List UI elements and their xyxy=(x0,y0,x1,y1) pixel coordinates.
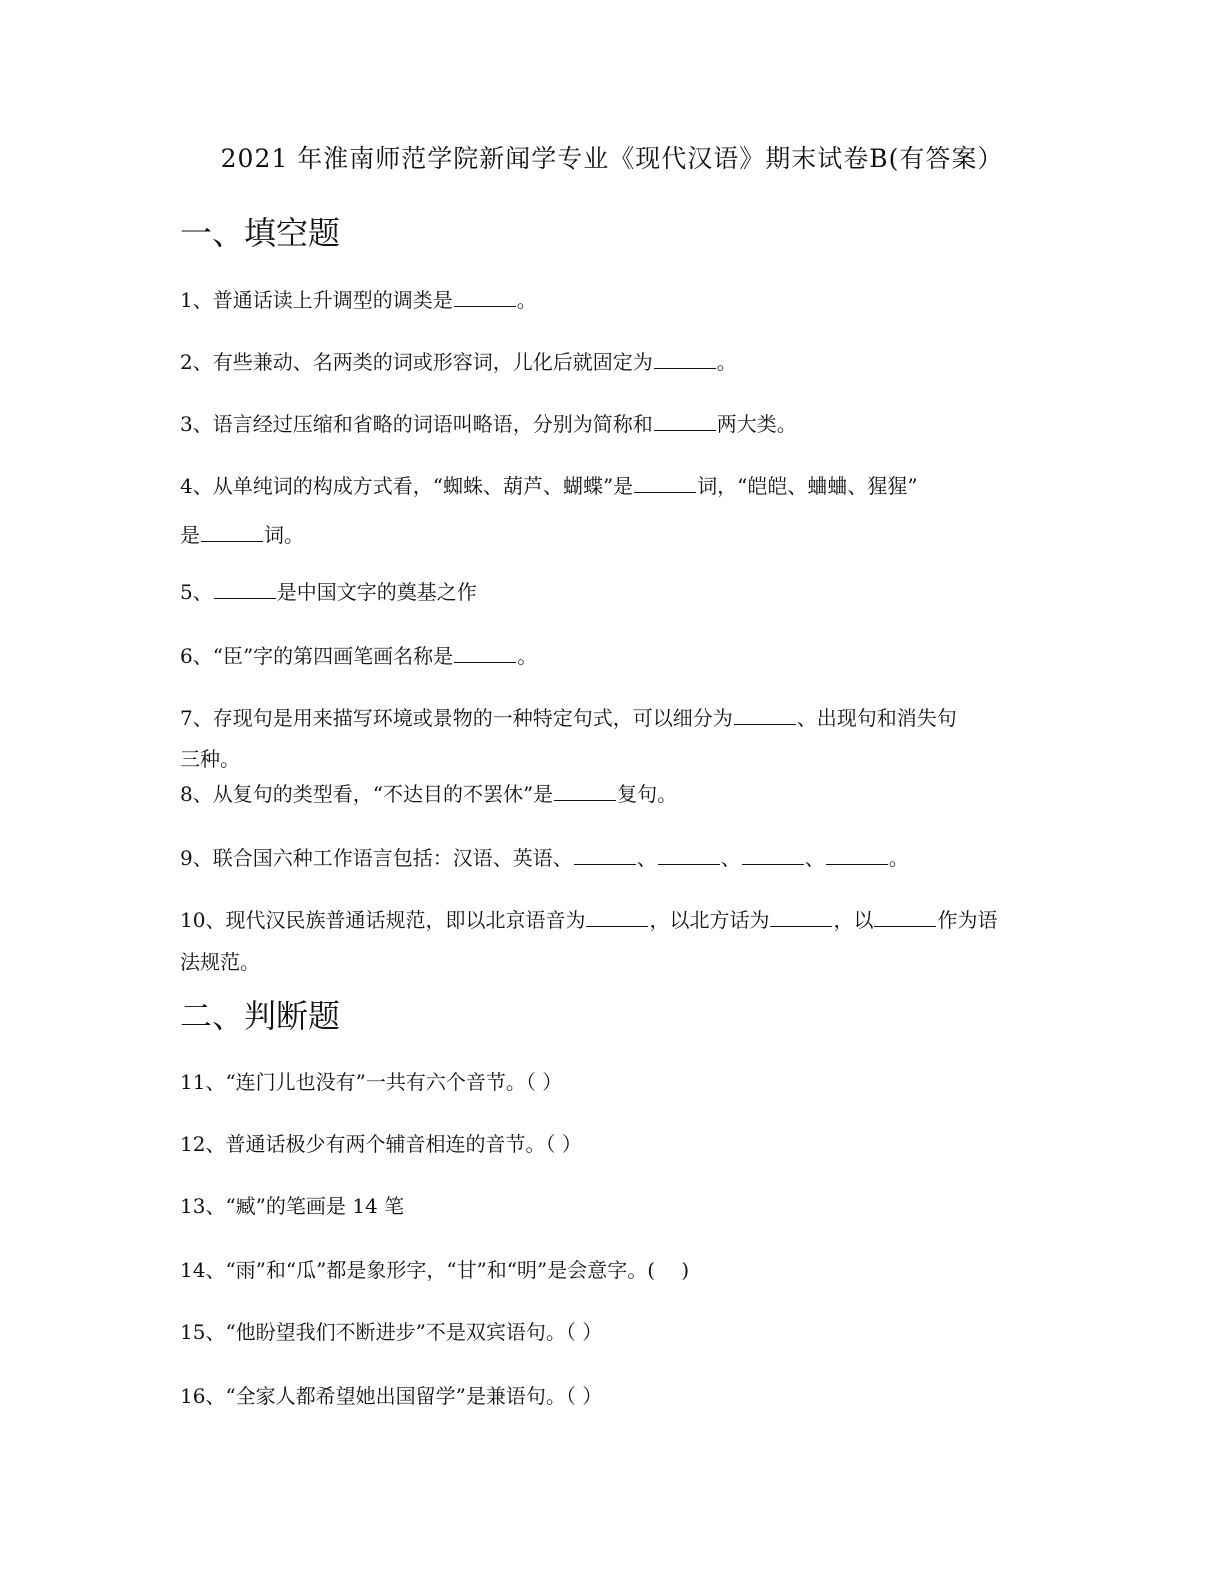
question-3 xyxy=(180,408,1050,440)
question-11: 11、“连门儿也没有”一共有六个音节。（ ） xyxy=(180,1070,563,1094)
question-text: 作为语 xyxy=(937,908,998,932)
question-4-continued xyxy=(180,519,1050,551)
question-4 xyxy=(180,470,1050,502)
question-text: 是中国文字的奠基之作 xyxy=(276,580,477,604)
question-text: 9、联合国六种工作语言包括：汉语、英语、 xyxy=(180,846,573,870)
question-8 xyxy=(180,778,1050,810)
answer-blank xyxy=(454,286,516,307)
question-text: 法规范。 xyxy=(180,950,260,974)
question-10 xyxy=(180,904,1050,936)
answer-blank xyxy=(742,844,804,865)
question-text: 5、 xyxy=(180,580,213,604)
question-text: 2、有些兼动、名两类的词或形容词，儿化后就固定为 xyxy=(180,350,653,374)
question-text: 1、普通话读上升调型的调类是 xyxy=(180,288,453,312)
question-12: 12、普通话极少有两个辅音相连的音节。（ ） xyxy=(180,1132,582,1156)
question-7-continued xyxy=(180,743,1050,775)
answer-blank xyxy=(214,578,276,599)
question-text: 复句。 xyxy=(617,782,678,806)
answer-blank xyxy=(770,906,832,927)
question-14: 14、“雨”和“瓜”都是象形字，“甘”和“明”是会意字。( ) xyxy=(180,1258,690,1282)
section-heading-true-false: 二、判断题 xyxy=(180,997,341,1035)
separator: 、 xyxy=(804,846,825,870)
question-text: 、出现句和消失句 xyxy=(796,706,957,730)
answer-blank xyxy=(586,906,648,927)
question-text: 两大类。 xyxy=(716,412,797,436)
question-text: 。 xyxy=(516,288,537,312)
answer-blank xyxy=(574,844,636,865)
answer-blank xyxy=(826,844,888,865)
question-text: ，以 xyxy=(833,908,874,932)
separator: 、 xyxy=(720,846,741,870)
answer-blank xyxy=(874,906,936,927)
question-text: 3、语言经过压缩和省略的词语叫略语，分别为简称和 xyxy=(180,412,653,436)
question-text: 是 xyxy=(180,523,200,547)
question-16: 16、“全家人都希望她出国留学”是兼语句。（ ） xyxy=(180,1384,603,1408)
question-text: 4、从单纯词的构成方式看，“蜘蛛、葫芦、蝴蝶”是 xyxy=(180,474,634,498)
question-text: 词，“皑皑、蛐蛐、猩猩” xyxy=(697,474,918,498)
answer-blank xyxy=(654,410,716,431)
answer-blank xyxy=(554,780,616,801)
question-text: 。 xyxy=(888,846,909,870)
question-text: 7、存现句是用来描写环境或景物的一种特定句式，可以细分为 xyxy=(180,706,733,730)
question-10-continued xyxy=(180,946,1050,978)
question-9 xyxy=(180,842,1050,874)
question-text: ，以北方话为 xyxy=(649,908,770,932)
question-15: 15、“他盼望我们不断进步”不是双宾语句。（ ） xyxy=(180,1320,603,1344)
question-7 xyxy=(180,702,1050,734)
answer-blank xyxy=(734,704,796,725)
question-text: 。 xyxy=(716,350,737,374)
answer-blank xyxy=(454,642,516,663)
question-6 xyxy=(180,640,1050,672)
answer-blank xyxy=(658,844,720,865)
question-text: 。 xyxy=(517,644,538,668)
question-2 xyxy=(180,346,1050,378)
answer-blank xyxy=(654,348,716,369)
question-5 xyxy=(180,576,1050,608)
question-text: 词。 xyxy=(264,523,304,547)
answer-blank xyxy=(634,472,696,493)
question-text: 8、从复句的类型看，“不达目的不罢休”是 xyxy=(180,782,554,806)
separator: 、 xyxy=(636,846,657,870)
question-1 xyxy=(180,284,1050,316)
question-text: 10、现代汉民族普通话规范，即以北京语音为 xyxy=(180,908,586,932)
question-13: 13、“臧”的笔画是 14 笔 xyxy=(180,1194,405,1218)
question-text: 6、“臣”字的第四画笔画名称是 xyxy=(180,644,454,668)
exam-title: 2021 年淮南师范学院新闻学专业《现代汉语》期末试卷B(有答案） xyxy=(220,144,1004,173)
section-heading-fill-in: 一、填空题 xyxy=(180,214,341,252)
question-text: 三种。 xyxy=(180,747,240,771)
answer-blank xyxy=(201,521,263,542)
